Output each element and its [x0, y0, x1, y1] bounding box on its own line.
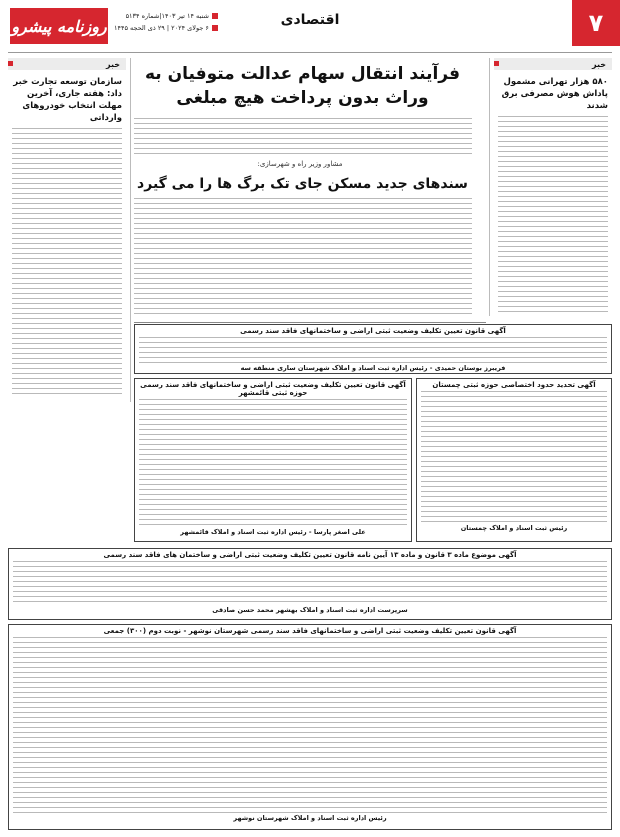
newspaper-logo: روزنامه پیشرو: [10, 8, 108, 44]
news-tag: خبر: [494, 58, 612, 70]
sub-story-body: [134, 198, 472, 318]
right-news-body: [498, 116, 608, 316]
section-divider: [134, 322, 486, 323]
header-divider: [8, 52, 612, 53]
notice-title: آگهی قانون تعیین تکلیف وضعیت ثبتی اراضی و ساختمانهای فاقد سند رسمی: [240, 327, 506, 335]
legal-notice-3: [416, 378, 612, 542]
issue-date-line: شنبه ۱۴ تیر ۱۴۰۳|شماره ۵۱۳۴: [125, 12, 209, 20]
bullet-square-icon: [212, 25, 218, 31]
legal-notice-2: [134, 378, 412, 542]
legal-notice-5: [8, 624, 612, 830]
right-news-column: [494, 58, 612, 316]
notice-title: آگهی قانون تعیین تکلیف وضعیت ثبتی اراضی و ساختمانهای فاقد سند رسمی شهرستان نوشهر - نوبت دوم (۳۰۰) جمعی: [103, 627, 517, 635]
notice-title: آگهی موضوع ماده ۳ قانون و ماده ۱۳ آیین نامه قانون تعیین تکلیف وضعیت ثبتی اراضی و ساختمان های فاقد سند رسمی: [103, 551, 517, 559]
notice-body: [13, 637, 607, 813]
page-header: [0, 0, 620, 52]
notice-body: [139, 399, 407, 527]
notice-signature: علی اصغر پارسا - رئیس اداره ثبت اسناد و املاک قائمشهر: [180, 528, 366, 536]
bullet-square-icon: [212, 13, 218, 19]
legal-notice-4: [8, 548, 612, 620]
kicker: مشاور وزیر راه و شهرسازی:: [257, 160, 343, 168]
page-number: ۷: [572, 0, 620, 46]
left-news-column: [8, 58, 126, 402]
left-news-body: [12, 128, 122, 398]
notice-body: [421, 391, 607, 523]
right-news-headline: ۵۸۰ هزار تهرانی مشمول پاداش هوش مصرفی برق شدند: [501, 77, 608, 111]
section-title: اقتصادی: [280, 12, 340, 28]
notice-signature: فریبرز بوستان حمیدی - رئیس اداره ثبت اسناد و املاک شهرستان ساری منطقه سه: [240, 364, 506, 372]
news-tag: خبر: [8, 58, 126, 70]
sub-headline: سندهای جدید مسکن جای تک برگ ها را می گیرد: [137, 176, 468, 192]
main-story-body: [134, 118, 472, 158]
notice-signature: سرپرست اداره ثبت اسناد و املاک بهشهر محمد حسن صادقی: [212, 606, 408, 614]
notice-signature: رئیس ثبت اسناد و املاک چمستان: [460, 524, 568, 532]
legal-notice-1: [134, 324, 612, 374]
notice-body: [139, 337, 607, 363]
issue-info: [114, 10, 218, 34]
left-news-headline: سازمان توسعه تجارت خبر داد: هفته جاری، آخرین مهلت انتخاب خودروهای وارداتی: [13, 77, 122, 123]
notice-signature: رئیس اداره ثبت اسناد و املاک شهرستان نوشهر: [233, 814, 387, 822]
column-divider: [489, 58, 490, 316]
notice-title: آگهی قانون تعیین تکلیف وضعیت ثبتی اراضی و ساختمانهای فاقد سند رسمی حوزه ثبتی قائمشهر: [140, 381, 406, 397]
main-headline: فرآیند انتقال سهام عدالت متوفیان به وراث بدون پرداخت هیچ مبلغی: [145, 64, 460, 108]
issue-date-line-2: ۶ جولای ۲۰۲۴ | ۲۹ ذی الحجه ۱۴۴۵: [114, 24, 209, 32]
notice-title: آگهی تحدید حدود اختصاصی حوزه ثبتی چمستان: [432, 381, 596, 389]
notice-body: [13, 561, 607, 605]
